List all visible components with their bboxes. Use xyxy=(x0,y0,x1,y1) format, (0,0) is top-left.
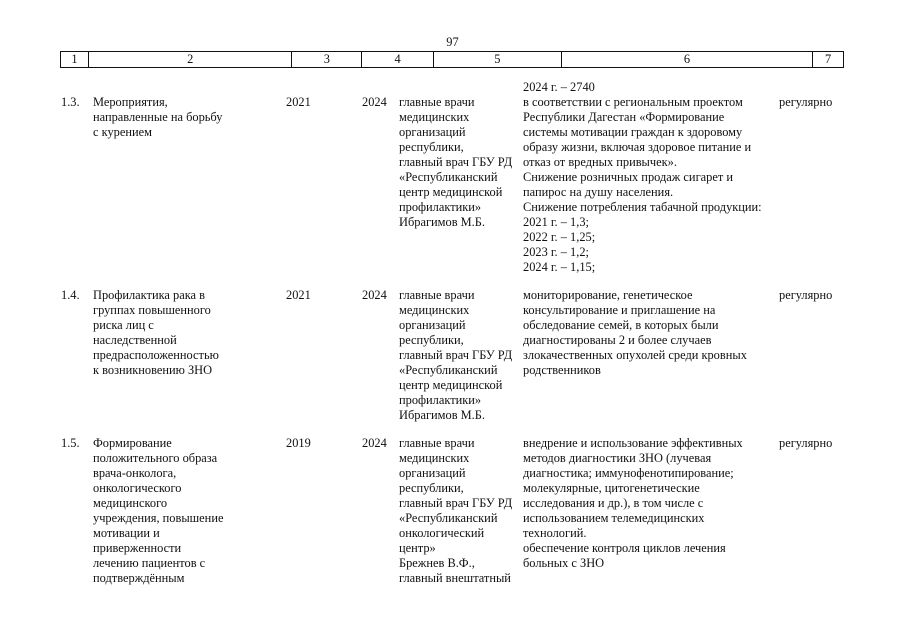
row-expected-result: в соответствии с региональным проектом Республики Дагестан «Формирование системы мотивации граждан к здоровому образу жизни, включая здоровое питание и отказ от вредных привычек». Снижение розничных продаж сигарет и папирос на душу населения. Снижение потребления табачной продукции: 2021 г. – 1,3; 2022 г. – 1,25; 2023 г. – 1,2; 2024 г. – 1,15; xyxy=(523,95,762,274)
row-start-year: 2021 xyxy=(286,288,311,302)
header-col-7: 7 xyxy=(824,52,832,66)
header-col-4: 4 xyxy=(362,52,434,67)
row-start-year: 2019 xyxy=(286,436,311,450)
row-number: 1.5. xyxy=(61,436,80,450)
row-periodicity: регулярно xyxy=(779,288,833,302)
row-end-year: 2024 xyxy=(362,95,387,109)
row-responsible: главные врачи медицинских организаций республики, главный врач ГБУ РД «Республиканский центр медицинской профилактики» Ибрагимов М.Б. xyxy=(399,95,513,229)
header-col-5: 5 xyxy=(434,52,562,67)
row-start-year: 2021 xyxy=(286,95,311,109)
row-expected-result: мониторирование, генетическое консультирование и приглашение на обследование семей, в которых были диагностированы 2 и более случаев злокачественных опухолей среди кровных родственников xyxy=(523,288,747,377)
header-col-6: 6 xyxy=(562,52,813,67)
row-activity-name: Мероприятия, направленные на борьбу с курением xyxy=(93,95,223,139)
row-result-preceding xyxy=(523,80,595,95)
header-col-3: 3 xyxy=(292,52,362,67)
row-responsible: главные врачи медицинских организаций республики, главный врач ГБУ РД «Республиканский онкологический центр» Брежнев В.Ф., главный внештатный xyxy=(399,436,513,585)
row-number: 1.3. xyxy=(61,95,80,109)
row-responsible: главные врачи медицинских организаций республики, главный врач ГБУ РД «Республиканский центр медицинской профилактики» Ибрагимов М.Б. xyxy=(399,288,513,422)
header-col-1: 1 xyxy=(61,52,89,67)
table-header-row xyxy=(60,51,844,68)
row-activity-name: Профилактика рака в группах повышенного риска лиц с наследственной предрасположенностью к возникновению ЗНО xyxy=(93,288,219,377)
header-col-2: 2 xyxy=(89,52,292,67)
page-number: 97 xyxy=(446,35,459,49)
row-activity-name: Формирование положительного образа врача-онколога, онкологического медицинского учреждения, повышение мотивации и приверженности лечению пациентов с подтверждённым xyxy=(93,436,224,585)
row-periodicity: регулярно xyxy=(779,95,833,109)
row-end-year: 2024 xyxy=(362,288,387,302)
row-periodicity: регулярно xyxy=(779,436,833,450)
row-end-year: 2024 xyxy=(362,436,387,450)
row-expected-result: внедрение и использование эффективных методов диагностики ЗНО (лучевая диагностика; иммунофенотипирование; молекулярные, цитогенетические исследования и др.), в том числе с использованием телемедицинских технологий. обеспечение контроля циклов лечения больных с ЗНО xyxy=(523,436,743,570)
result-line: 2024 г. – 2740 xyxy=(523,80,595,94)
row-number: 1.4. xyxy=(61,288,80,302)
